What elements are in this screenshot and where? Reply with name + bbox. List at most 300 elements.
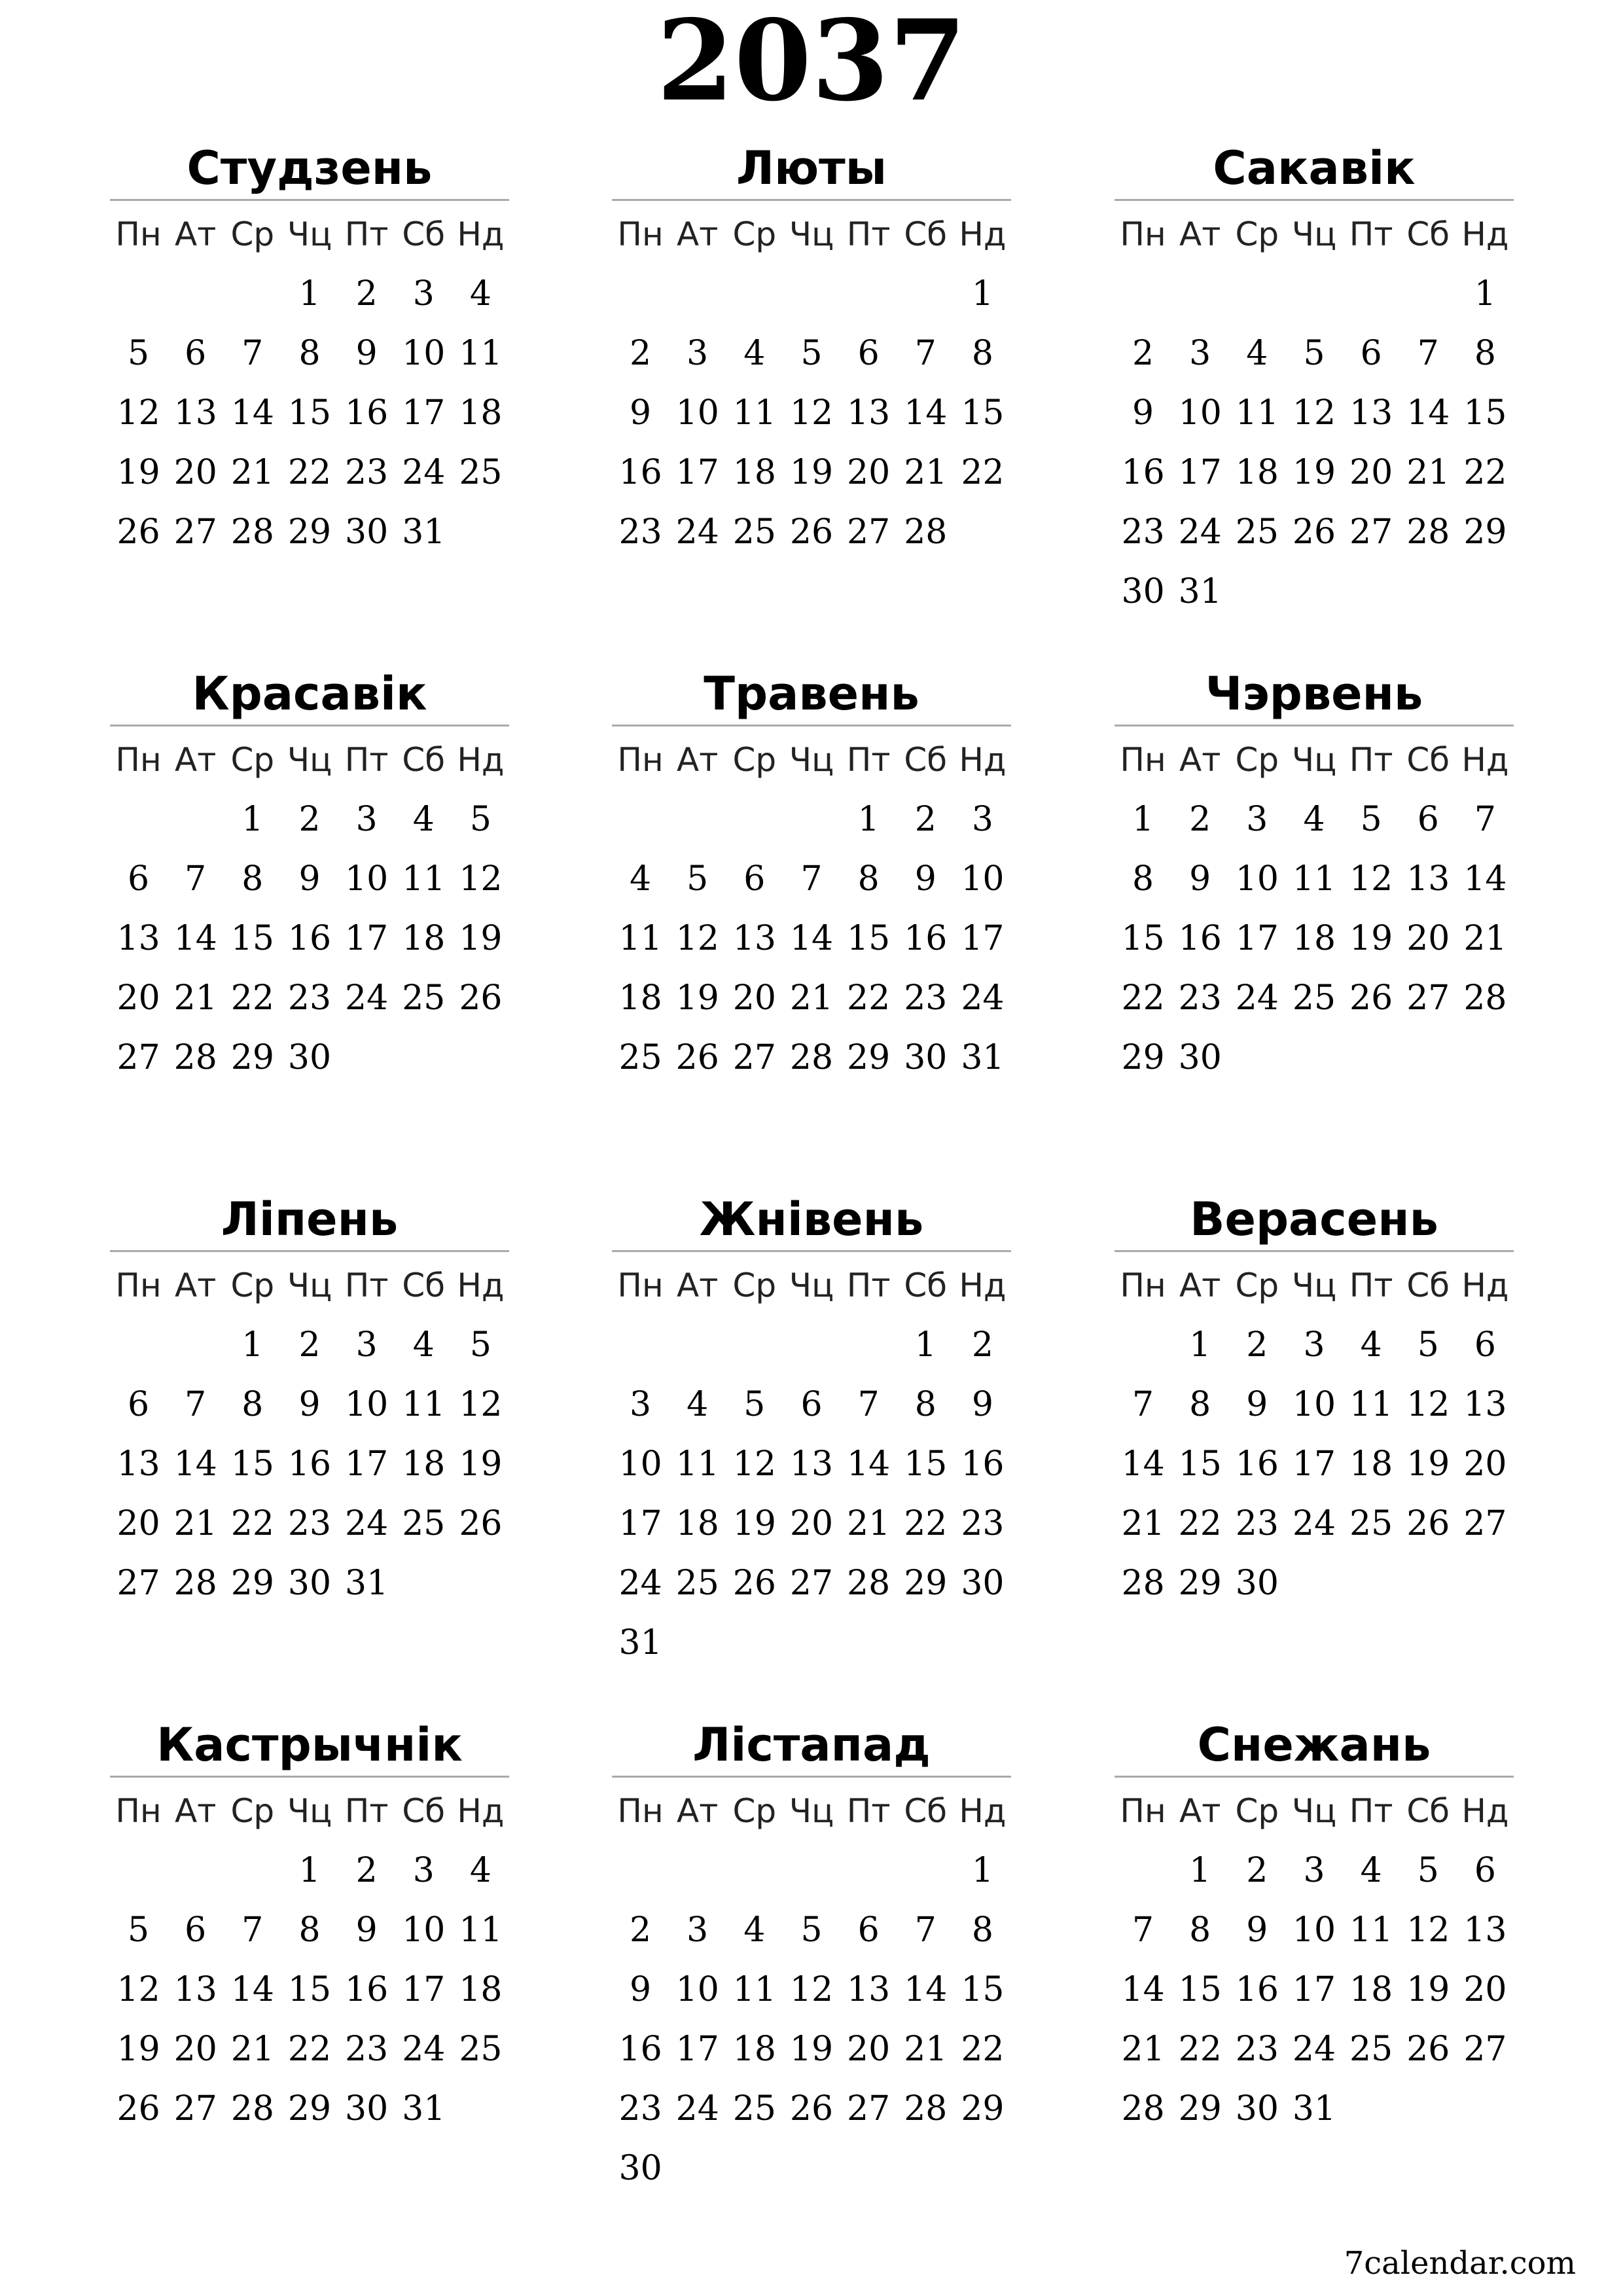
month-grid (110, 1256, 509, 1613)
weekday-header: Пт (344, 1266, 389, 1304)
day-cell: 16 (618, 453, 662, 492)
day-cell: 6 (185, 1910, 207, 1950)
weekday-header: Сб (1406, 215, 1450, 253)
weekday-header: Чц (1291, 1266, 1337, 1304)
day-cell: 13 (847, 393, 891, 433)
day-cell: 7 (185, 859, 207, 899)
day-cell: 6 (185, 334, 207, 373)
weekday-header: Чц (1291, 215, 1337, 253)
day-cell: 3 (687, 1910, 709, 1950)
weekday-header: Пн (617, 1266, 664, 1304)
day-cell: 17 (402, 1970, 446, 2009)
day-cell: 17 (1235, 919, 1279, 958)
weekday-header: Ат (175, 1266, 217, 1304)
day-cell: 10 (1235, 859, 1279, 899)
month-grid (612, 1256, 1011, 1673)
weekday-header: Ат (1179, 1792, 1221, 1830)
weekday-header: Пт (344, 1792, 389, 1830)
day-cell: 12 (732, 1444, 776, 1484)
weekday-header: Сб (402, 1792, 446, 1830)
day-cell: 2 (355, 274, 378, 314)
day-cell: 2 (630, 334, 652, 373)
day-cell: 1 (1189, 1851, 1211, 1890)
weekday-header: Пн (617, 215, 664, 253)
day-cell: 27 (732, 1038, 776, 1077)
day-cell: 17 (1292, 1970, 1336, 2009)
day-cell: 12 (116, 393, 160, 433)
day-cell: 17 (1292, 1444, 1336, 1484)
day-cell: 30 (1235, 2089, 1279, 2128)
day-cell: 2 (971, 1325, 993, 1365)
weekday-header: Ат (1179, 1266, 1221, 1304)
day-cell: 3 (412, 274, 435, 314)
day-cell: 4 (469, 1851, 491, 1890)
day-cell: 24 (402, 453, 446, 492)
day-empty (669, 1316, 726, 1375)
day-cell: 6 (128, 859, 150, 899)
day-cell: 9 (630, 1970, 652, 2009)
weekday-header: Ср (1235, 1266, 1279, 1304)
day-cell: 6 (800, 1385, 823, 1424)
day-cell: 11 (1292, 859, 1336, 899)
day-empty (726, 264, 783, 324)
day-cell: 5 (1417, 1851, 1439, 1890)
day-empty (1285, 264, 1342, 324)
weekday-header: Чц (1291, 1792, 1337, 1830)
day-cell: 15 (1178, 1970, 1222, 2009)
month-grid (110, 730, 509, 1088)
weekday-header: Сб (402, 1266, 446, 1304)
day-cell: 1 (241, 800, 264, 839)
day-cell: 9 (630, 393, 652, 433)
day-cell: 12 (789, 393, 834, 433)
day-cell: 4 (412, 800, 435, 839)
day-cell: 5 (800, 334, 823, 373)
day-cell: 18 (1349, 1444, 1393, 1484)
day-empty (783, 1841, 840, 1901)
month-grid (110, 205, 509, 562)
day-cell: 17 (402, 393, 446, 433)
day-cell: 8 (1189, 1385, 1211, 1424)
weekday-header: Пн (1120, 215, 1166, 253)
day-cell: 21 (230, 453, 274, 492)
month-name: Красавік (110, 663, 509, 726)
day-cell: 7 (1132, 1385, 1154, 1424)
month-name: Травень (612, 663, 1011, 726)
day-cell: 10 (1292, 1385, 1336, 1424)
weekday-header: Ср (230, 1792, 275, 1830)
footer-site: 7calendar.com (1344, 2245, 1576, 2282)
day-cell: 8 (914, 1385, 936, 1424)
day-cell: 17 (345, 1444, 389, 1484)
day-empty (1228, 264, 1285, 324)
weekday-header: Ср (1235, 215, 1279, 253)
day-cell: 29 (1178, 1564, 1222, 1603)
day-cell: 19 (1349, 919, 1393, 958)
weekday-header: Ат (175, 1792, 217, 1830)
day-empty (612, 1316, 669, 1375)
weekday-header: Чц (789, 215, 834, 253)
day-cell: 17 (345, 919, 389, 958)
day-empty (1115, 1841, 1171, 1901)
day-cell: 25 (1349, 1504, 1393, 1543)
day-cell: 11 (732, 1970, 776, 2009)
day-cell: 23 (618, 512, 662, 552)
day-cell: 19 (732, 1504, 776, 1543)
day-cell: 23 (618, 2089, 662, 2128)
day-empty (224, 1841, 281, 1901)
month-name: Люты (612, 137, 1011, 201)
day-cell: 12 (1406, 1385, 1450, 1424)
weekday-header: Ср (1235, 1792, 1279, 1830)
day-cell: 1 (971, 274, 993, 314)
day-cell: 24 (1292, 1504, 1336, 1543)
day-cell: 2 (1132, 334, 1154, 373)
day-cell: 6 (1474, 1851, 1496, 1890)
day-cell: 15 (1463, 393, 1507, 433)
day-cell: 29 (287, 2089, 332, 2128)
day-cell: 15 (1178, 1444, 1222, 1484)
day-cell: 15 (1121, 919, 1165, 958)
day-cell: 8 (298, 334, 321, 373)
day-cell: 10 (1292, 1910, 1336, 1950)
day-cell: 29 (1463, 512, 1507, 552)
day-cell: 26 (1406, 1504, 1450, 1543)
day-cell: 13 (116, 919, 160, 958)
weekday-header: Ат (175, 741, 217, 779)
weekday-header: Чц (1291, 741, 1337, 779)
day-cell: 25 (732, 512, 776, 552)
day-cell: 23 (345, 2030, 389, 2069)
month-block (110, 1714, 509, 2139)
day-cell: 31 (345, 1564, 389, 1603)
day-cell: 14 (847, 1444, 891, 1484)
day-cell: 16 (287, 919, 332, 958)
day-cell: 2 (298, 1325, 321, 1365)
day-cell: 20 (1349, 453, 1393, 492)
day-cell: 11 (1349, 1385, 1393, 1424)
day-cell: 20 (1406, 919, 1450, 958)
day-cell: 11 (459, 334, 503, 373)
day-cell: 27 (173, 2089, 217, 2128)
day-cell: 22 (1463, 453, 1507, 492)
day-cell: 13 (1463, 1910, 1507, 1950)
weekday-header: Пт (1349, 215, 1393, 253)
day-cell: 13 (1406, 859, 1450, 899)
day-cell: 6 (743, 859, 766, 899)
day-cell: 7 (857, 1385, 880, 1424)
day-cell: 11 (402, 1385, 446, 1424)
day-cell: 24 (675, 2089, 719, 2128)
day-cell: 7 (185, 1385, 207, 1424)
weekday-header: Сб (904, 1792, 948, 1830)
weekday-header: Нд (1461, 1266, 1509, 1304)
day-cell: 15 (230, 1444, 274, 1484)
day-empty (1343, 264, 1400, 324)
day-cell: 8 (241, 859, 264, 899)
day-cell: 6 (128, 1385, 150, 1424)
day-cell: 5 (469, 1325, 491, 1365)
day-cell: 23 (345, 453, 389, 492)
day-cell: 27 (116, 1564, 160, 1603)
day-cell: 20 (1463, 1970, 1507, 2009)
weekday-header: Чц (789, 741, 834, 779)
day-cell: 30 (1178, 1038, 1222, 1077)
month-name: Верасень (1115, 1189, 1514, 1252)
day-cell: 2 (1246, 1851, 1268, 1890)
day-cell: 10 (961, 859, 1005, 899)
weekday-header: Пн (1120, 1266, 1166, 1304)
month-block (612, 663, 1011, 1088)
day-cell: 3 (355, 800, 378, 839)
day-cell: 13 (789, 1444, 834, 1484)
day-cell: 5 (1360, 800, 1382, 839)
day-empty (897, 1841, 954, 1901)
day-cell: 6 (1360, 334, 1382, 373)
day-cell: 24 (675, 512, 719, 552)
day-cell: 16 (618, 2030, 662, 2069)
day-cell: 21 (1121, 2030, 1165, 2069)
day-cell: 26 (1349, 978, 1393, 1018)
day-cell: 14 (1121, 1444, 1165, 1484)
day-cell: 7 (1132, 1910, 1154, 1950)
weekday-header: Чц (287, 741, 332, 779)
day-cell: 21 (904, 453, 948, 492)
day-cell: 20 (116, 978, 160, 1018)
day-cell: 31 (961, 1038, 1005, 1077)
weekday-header: Чц (789, 1792, 834, 1830)
day-cell: 24 (402, 2030, 446, 2069)
day-cell: 20 (116, 1504, 160, 1543)
day-cell: 22 (287, 453, 332, 492)
day-cell: 16 (1121, 453, 1165, 492)
day-cell: 19 (459, 1444, 503, 1484)
day-cell: 21 (173, 1504, 217, 1543)
day-empty (110, 1841, 167, 1901)
weekday-header: Нд (959, 741, 1007, 779)
day-empty (840, 1316, 897, 1375)
day-cell: 14 (173, 1444, 217, 1484)
day-cell: 27 (789, 1564, 834, 1603)
weekday-header: Ат (677, 741, 719, 779)
weekday-header: Нд (959, 1792, 1007, 1830)
day-cell: 28 (1121, 1564, 1165, 1603)
day-cell: 26 (675, 1038, 719, 1077)
day-cell: 11 (1349, 1910, 1393, 1950)
day-cell: 2 (1246, 1325, 1268, 1365)
day-cell: 5 (800, 1910, 823, 1950)
day-cell: 19 (116, 453, 160, 492)
day-empty (726, 1841, 783, 1901)
weekday-header: Сб (402, 215, 446, 253)
day-empty (167, 1316, 224, 1375)
day-cell: 14 (230, 393, 274, 433)
day-cell: 16 (345, 1970, 389, 2009)
day-cell: 14 (1406, 393, 1450, 433)
day-cell: 27 (1463, 2030, 1507, 2069)
day-cell: 22 (904, 1504, 948, 1543)
day-cell: 21 (173, 978, 217, 1018)
day-cell: 5 (743, 1385, 766, 1424)
day-empty (726, 790, 783, 850)
day-cell: 27 (847, 2089, 891, 2128)
day-empty (840, 1841, 897, 1901)
day-cell: 5 (469, 800, 491, 839)
day-cell: 9 (1132, 393, 1154, 433)
day-cell: 9 (1189, 859, 1211, 899)
day-cell: 7 (241, 1910, 264, 1950)
weekday-header: Пт (1349, 741, 1393, 779)
day-cell: 28 (1406, 512, 1450, 552)
day-cell: 26 (1292, 512, 1336, 552)
day-cell: 12 (789, 1970, 834, 2009)
day-cell: 10 (618, 1444, 662, 1484)
day-cell: 6 (857, 1910, 880, 1950)
day-cell: 20 (732, 978, 776, 1018)
day-cell: 20 (1463, 1444, 1507, 1484)
weekday-header: Пн (1120, 741, 1166, 779)
weekday-header: Пн (115, 1266, 162, 1304)
day-cell: 23 (961, 1504, 1005, 1543)
year-title: 2037 (656, 0, 967, 126)
day-cell: 25 (459, 2030, 503, 2069)
weekday-header: Сб (904, 741, 948, 779)
day-cell: 12 (459, 859, 503, 899)
day-cell: 13 (847, 1970, 891, 2009)
day-cell: 8 (971, 1910, 993, 1950)
weekday-header: Ср (732, 1792, 777, 1830)
day-cell: 28 (173, 1038, 217, 1077)
weekday-header: Пн (617, 741, 664, 779)
weekday-header: Ср (230, 215, 275, 253)
day-cell: 27 (847, 512, 891, 552)
day-cell: 1 (971, 1851, 993, 1890)
month-block (1115, 1189, 1514, 1613)
weekday-header: Ср (732, 1266, 777, 1304)
day-cell: 4 (1246, 334, 1268, 373)
day-cell: 23 (1178, 978, 1222, 1018)
month-grid (612, 205, 1011, 562)
day-cell: 26 (789, 2089, 834, 2128)
day-cell: 25 (459, 453, 503, 492)
day-cell: 2 (630, 1910, 652, 1950)
weekday-header: Ср (1235, 741, 1279, 779)
weekday-header: Ат (677, 1792, 719, 1830)
day-cell: 22 (230, 978, 274, 1018)
day-empty (726, 1316, 783, 1375)
day-cell: 9 (1246, 1910, 1268, 1950)
day-cell: 18 (459, 1970, 503, 2009)
month-block (612, 137, 1011, 562)
day-cell: 28 (847, 1564, 891, 1603)
weekday-header: Сб (1406, 1792, 1450, 1830)
day-empty (612, 264, 669, 324)
weekday-header: Пн (1120, 1792, 1166, 1830)
day-empty (1171, 264, 1228, 324)
day-cell: 25 (618, 1038, 662, 1077)
weekday-header: Сб (904, 215, 948, 253)
day-cell: 18 (1292, 919, 1336, 958)
weekday-header: Сб (1406, 741, 1450, 779)
day-cell: 15 (904, 1444, 948, 1484)
day-cell: 8 (298, 1910, 321, 1950)
weekday-header: Пн (115, 741, 162, 779)
day-cell: 18 (618, 978, 662, 1018)
month-name: Кастрычнік (110, 1714, 509, 1778)
month-grid (1115, 1782, 1514, 2139)
weekday-header: Сб (904, 1266, 948, 1304)
weekday-header: Нд (457, 1792, 505, 1830)
day-cell: 25 (1292, 978, 1336, 1018)
day-cell: 29 (961, 2089, 1005, 2128)
weekday-header: Ср (230, 741, 275, 779)
month-name: Студзень (110, 137, 509, 201)
day-cell: 13 (173, 1970, 217, 2009)
day-empty (840, 264, 897, 324)
day-cell: 3 (1246, 800, 1268, 839)
day-cell: 15 (847, 919, 891, 958)
day-cell: 9 (298, 1385, 321, 1424)
month-name: Сакавік (1115, 137, 1514, 201)
day-cell: 30 (345, 2089, 389, 2128)
day-cell: 16 (904, 919, 948, 958)
day-empty (783, 264, 840, 324)
weekday-header: Нд (457, 1266, 505, 1304)
day-cell: 20 (847, 453, 891, 492)
day-cell: 13 (116, 1444, 160, 1484)
day-cell: 12 (459, 1385, 503, 1424)
day-cell: 13 (1349, 393, 1393, 433)
day-cell: 8 (241, 1385, 264, 1424)
day-cell: 5 (128, 1910, 150, 1950)
day-cell: 23 (1235, 2030, 1279, 2069)
day-cell: 14 (904, 1970, 948, 2009)
month-name: Чэрвень (1115, 663, 1514, 726)
day-cell: 26 (116, 512, 160, 552)
day-cell: 16 (1235, 1444, 1279, 1484)
day-cell: 1 (1474, 274, 1496, 314)
day-cell: 15 (961, 1970, 1005, 2009)
day-cell: 22 (287, 2030, 332, 2069)
day-cell: 16 (1178, 919, 1222, 958)
day-empty (783, 1316, 840, 1375)
day-cell: 9 (914, 859, 936, 899)
day-cell: 8 (1132, 859, 1154, 899)
month-block (612, 1189, 1011, 1673)
weekday-header: Пт (846, 1266, 891, 1304)
day-cell: 31 (618, 1623, 662, 1662)
month-grid (1115, 205, 1514, 622)
day-cell: 2 (355, 1851, 378, 1890)
day-cell: 3 (1303, 1325, 1325, 1365)
month-grid (612, 1782, 1011, 2198)
day-cell: 2 (1189, 800, 1211, 839)
day-empty (612, 790, 669, 850)
day-cell: 4 (412, 1325, 435, 1365)
day-cell: 26 (116, 2089, 160, 2128)
day-cell: 22 (961, 453, 1005, 492)
month-name: Лістапад (612, 1714, 1011, 1778)
day-cell: 25 (402, 978, 446, 1018)
day-cell: 23 (1235, 1504, 1279, 1543)
day-cell: 18 (1235, 453, 1279, 492)
day-cell: 30 (961, 1564, 1005, 1603)
day-cell: 3 (687, 334, 709, 373)
day-cell: 7 (1417, 334, 1439, 373)
day-cell: 25 (675, 1564, 719, 1603)
day-empty (669, 264, 726, 324)
day-cell: 9 (1246, 1385, 1268, 1424)
